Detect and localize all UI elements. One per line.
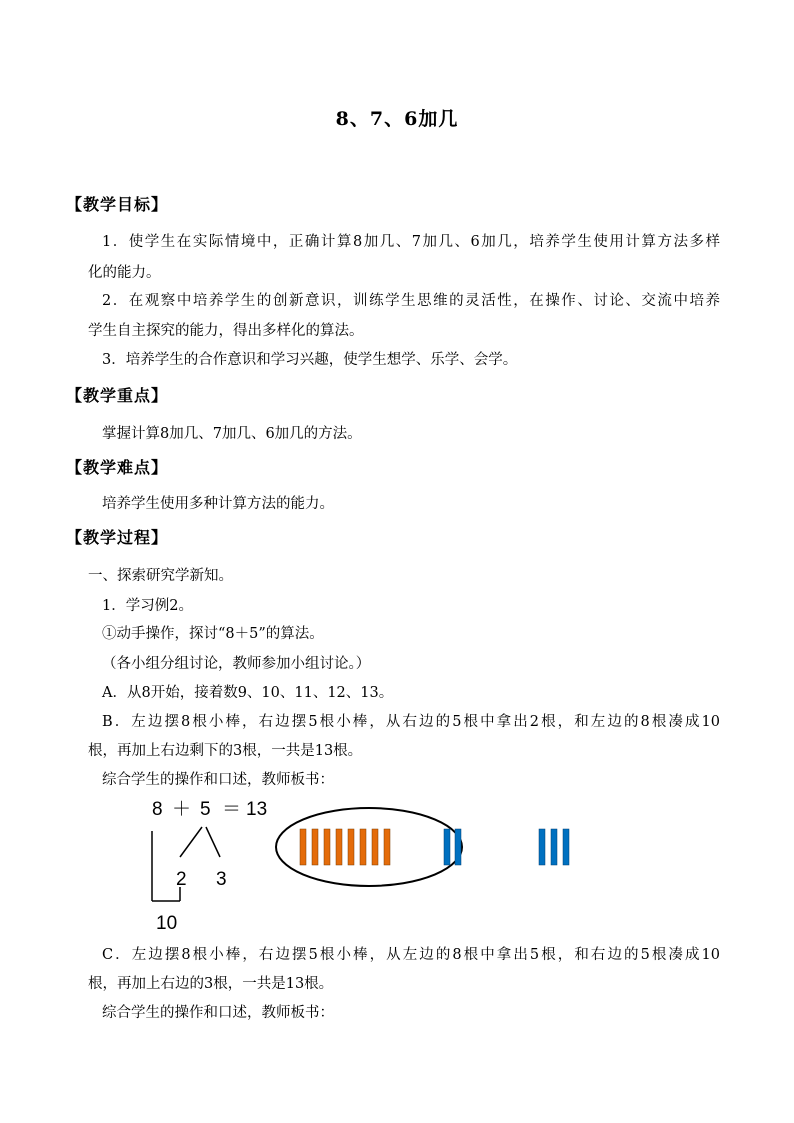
step-1: 1．学习例2。 bbox=[102, 598, 193, 614]
heading-process: 【教学过程】 bbox=[66, 528, 169, 547]
board-summary-1: 综合学生的操作和口述，教师板书： bbox=[102, 772, 334, 788]
board-summary-2: 综合学生的操作和口述，教师板书： bbox=[102, 1005, 334, 1021]
method-b-line-2: 根，再加上右边剩下的3根，一共是13根。 bbox=[88, 743, 363, 759]
goal-1-line-2: 化的能力。 bbox=[88, 265, 161, 281]
blue-stick-outside bbox=[539, 829, 545, 865]
blue-stick-outside bbox=[563, 829, 569, 865]
discussion-note: （各小组分组讨论，教师参加小组讨论。） bbox=[102, 656, 371, 672]
split-line-left bbox=[180, 827, 202, 857]
heading-goals: 【教学目标】 bbox=[66, 195, 169, 214]
blue-stick-in-ellipse bbox=[444, 829, 450, 865]
orange-stick bbox=[360, 829, 366, 865]
equation-b: 5 bbox=[200, 799, 211, 820]
make-ten-figure bbox=[140, 795, 600, 935]
key-points-text: 掌握计算8加几、7加几、6加几的方法。 bbox=[102, 426, 362, 442]
orange-stick bbox=[336, 829, 342, 865]
part-1-title: 一、探索研究学新知。 bbox=[88, 568, 233, 584]
method-a: A．从8开始，接着数9、10、11、12、13。 bbox=[102, 685, 394, 701]
orange-stick bbox=[300, 829, 306, 865]
split-left-number: 2 bbox=[176, 869, 187, 890]
sticks-group bbox=[300, 829, 569, 865]
goal-2-line-2: 学生自主探究的能力，得出多样化的算法。 bbox=[88, 323, 364, 339]
method-b-line-1: B．左边摆8根小棒，右边摆5根小棒，从右边的5根中拿出2根，和左边的8根凑成10 bbox=[102, 714, 720, 730]
method-c-line-2: 根，再加上右边的3根，一共是13根。 bbox=[88, 976, 334, 992]
equation-equals: ＝ bbox=[222, 799, 242, 820]
difficulty-text: 培养学生使用多种计算方法的能力。 bbox=[102, 496, 334, 512]
method-c-line-1: C．左边摆8根小棒，右边摆5根小棒，从左边的8根中拿出5根，和右边的5根凑成10 bbox=[102, 947, 720, 963]
blue-stick-in-ellipse bbox=[455, 829, 461, 865]
split-right-number: 3 bbox=[216, 869, 227, 890]
orange-stick bbox=[348, 829, 354, 865]
goal-1-line-1: 1．使学生在实际情境中，正确计算8加几、7加几、6加几，培养学生使用计算方法多样 bbox=[102, 234, 720, 250]
orange-stick bbox=[312, 829, 318, 865]
ten-label: 10 bbox=[156, 913, 178, 934]
step-1-1: ①动手操作，探讨“8＋5”的算法。 bbox=[102, 626, 324, 642]
page-title: 8、7、6加几 bbox=[335, 108, 459, 130]
equation-plus: ＋ bbox=[172, 799, 192, 820]
orange-stick bbox=[324, 829, 330, 865]
goal-2-line-1: 2．在观察中培养学生的创新意识，训练学生思维的灵活性，在操作、讨论、交流中培养 bbox=[102, 293, 720, 309]
blue-stick-outside bbox=[551, 829, 557, 865]
orange-stick bbox=[372, 829, 378, 865]
goal-3: 3．培养学生的合作意识和学习兴趣，使学生想学、乐学、会学。 bbox=[102, 352, 518, 368]
split-line-right bbox=[206, 827, 220, 857]
equation-result: 13 bbox=[246, 799, 268, 820]
heading-difficulty: 【教学难点】 bbox=[66, 458, 169, 477]
orange-stick bbox=[384, 829, 390, 865]
heading-key-points: 【教学重点】 bbox=[66, 386, 169, 405]
equation-a: 8 bbox=[152, 799, 163, 820]
